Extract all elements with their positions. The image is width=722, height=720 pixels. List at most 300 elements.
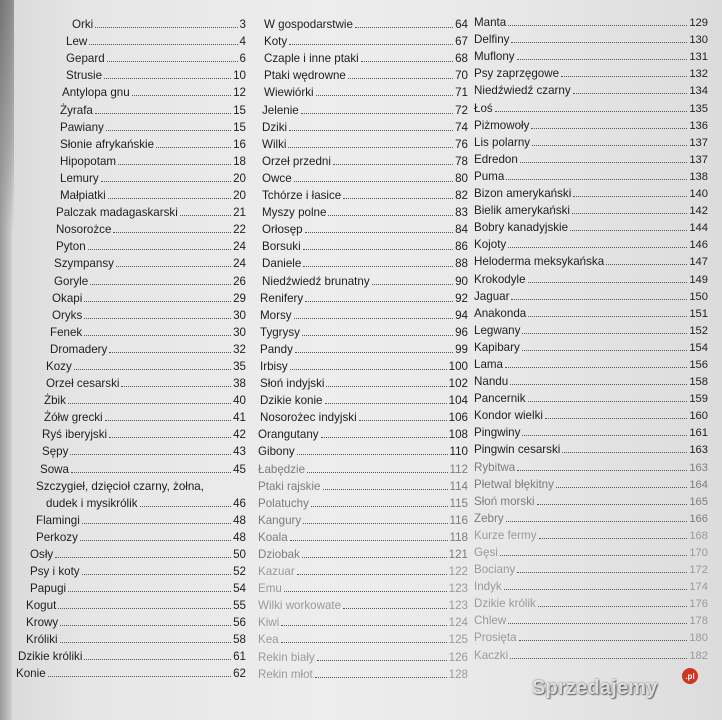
dot-leader bbox=[109, 352, 231, 353]
entry-page-number: 18 bbox=[233, 154, 246, 168]
entry-page-number: 131 bbox=[689, 51, 708, 64]
entry-page-number: 108 bbox=[448, 428, 468, 442]
index-entry bbox=[472, 166, 708, 183]
entry-page-number: 154 bbox=[689, 341, 708, 354]
entry-page-number: 70 bbox=[455, 69, 468, 83]
entry-page-number: 163 bbox=[689, 461, 708, 474]
entry-name: Heloderma meksykańska bbox=[474, 255, 605, 269]
dot-leader bbox=[281, 642, 447, 643]
entry-page-number: 20 bbox=[233, 189, 246, 203]
entry-page-number: 166 bbox=[689, 512, 708, 525]
dot-leader bbox=[517, 470, 687, 471]
index-entry bbox=[14, 134, 246, 151]
entry-page-number: 158 bbox=[689, 376, 708, 389]
entry-name: Lew bbox=[66, 35, 88, 49]
entry-page-number: 118 bbox=[449, 530, 468, 544]
index-entry bbox=[258, 31, 468, 48]
index-entry bbox=[14, 595, 246, 612]
entry-page-number: 83 bbox=[455, 206, 468, 220]
index-entry bbox=[14, 82, 246, 99]
dot-leader bbox=[505, 367, 687, 368]
entry-page-number: 147 bbox=[689, 256, 708, 269]
dot-leader bbox=[522, 350, 688, 351]
entry-name: Papugi bbox=[30, 582, 67, 595]
index-entry bbox=[472, 474, 708, 491]
dot-leader bbox=[372, 284, 453, 285]
dot-leader bbox=[82, 574, 231, 575]
entry-name: Słoń morski bbox=[474, 494, 535, 508]
entry-page-number: 135 bbox=[689, 102, 708, 115]
index-entry bbox=[258, 82, 468, 99]
dot-leader bbox=[180, 215, 231, 216]
entry-page-number: 164 bbox=[689, 478, 708, 491]
entry-page-number: 128 bbox=[448, 667, 468, 681]
entry-name: Irbisy bbox=[260, 359, 288, 373]
dot-leader bbox=[84, 335, 231, 336]
entry-name: Gęsi bbox=[474, 546, 498, 559]
dot-leader bbox=[294, 181, 453, 182]
entry-name: Krokodyle bbox=[474, 272, 526, 286]
entry-name: Ryś iberyjski bbox=[42, 428, 108, 442]
entry-page-number: 100 bbox=[448, 359, 468, 373]
dot-leader bbox=[107, 61, 238, 62]
dot-leader bbox=[517, 59, 688, 60]
index-entry bbox=[14, 65, 246, 82]
index-entry bbox=[472, 610, 708, 627]
entry-page-number: 29 bbox=[233, 291, 246, 305]
entry-page-number: 67 bbox=[455, 35, 468, 49]
index-entry bbox=[258, 407, 468, 424]
dot-leader bbox=[71, 472, 231, 473]
entry-name: Wilki bbox=[262, 137, 287, 151]
entry-name: Myszy polne bbox=[262, 206, 327, 220]
dot-leader bbox=[561, 76, 687, 77]
dot-leader bbox=[343, 198, 453, 199]
dot-leader bbox=[311, 506, 448, 507]
entry-name: Kangury bbox=[258, 513, 302, 527]
entry-name: Daniele bbox=[262, 257, 302, 271]
entry-name: Dziki bbox=[262, 120, 288, 134]
entry-page-number: 62 bbox=[233, 667, 246, 681]
dot-leader bbox=[104, 78, 231, 79]
index-entry bbox=[472, 320, 708, 337]
dot-leader bbox=[68, 591, 231, 592]
index-entry bbox=[14, 48, 246, 65]
index-entry bbox=[14, 305, 246, 322]
index-entry bbox=[14, 322, 246, 339]
entry-page-number: 106 bbox=[448, 411, 468, 425]
entry-page-number: 22 bbox=[233, 223, 246, 237]
entry-name: Pawiany bbox=[60, 120, 104, 134]
dot-leader bbox=[58, 608, 231, 609]
index-entry bbox=[472, 354, 708, 371]
dot-leader bbox=[522, 333, 687, 334]
entry-name: Płetwal błękitny bbox=[474, 477, 554, 491]
entry-name: Lemury bbox=[60, 171, 99, 185]
entry-name: Ptaki rajskie bbox=[258, 479, 321, 493]
dot-leader bbox=[359, 420, 447, 421]
entry-name: Muflony bbox=[474, 50, 515, 64]
entry-page-number: 24 bbox=[233, 240, 246, 254]
entry-page-number: 144 bbox=[689, 222, 708, 235]
entry-name: Kogut bbox=[26, 599, 57, 613]
index-entry bbox=[14, 527, 246, 544]
dot-leader bbox=[295, 352, 453, 353]
dot-leader bbox=[348, 78, 453, 79]
entry-name: Kazuar bbox=[258, 565, 295, 579]
entry-name: Owce bbox=[262, 171, 292, 185]
dot-leader bbox=[290, 369, 447, 370]
entry-page-number: 124 bbox=[448, 616, 468, 630]
dot-leader bbox=[539, 538, 688, 539]
dot-leader bbox=[95, 27, 237, 28]
entry-page-number: 112 bbox=[449, 462, 468, 476]
entry-name: Sępy bbox=[42, 445, 69, 459]
entry-page-number: 30 bbox=[233, 325, 246, 339]
index-entry bbox=[472, 132, 708, 149]
entry-name: Rekin biały bbox=[258, 650, 315, 664]
dot-leader bbox=[84, 301, 231, 302]
index-entry bbox=[258, 595, 468, 612]
dot-leader bbox=[522, 435, 687, 436]
dot-leader bbox=[321, 437, 447, 438]
entry-name: Żyrafa bbox=[60, 103, 93, 117]
entry-name: Okapi bbox=[52, 291, 83, 305]
entry-page-number: 76 bbox=[455, 137, 468, 151]
dot-leader bbox=[317, 660, 447, 661]
entry-name: Emu bbox=[258, 582, 282, 596]
entry-name: Antylopa gnu bbox=[62, 86, 130, 100]
entry-page-number: 78 bbox=[455, 154, 468, 168]
dot-leader bbox=[323, 489, 448, 490]
index-column-3 bbox=[472, 12, 708, 662]
dot-leader bbox=[90, 284, 231, 285]
dot-leader bbox=[297, 574, 447, 575]
entry-page-number: 72 bbox=[455, 103, 468, 117]
dot-leader bbox=[109, 437, 231, 438]
entry-page-number: 45 bbox=[233, 462, 246, 476]
dot-leader bbox=[333, 164, 453, 165]
index-entry bbox=[472, 12, 708, 29]
index-entry bbox=[472, 286, 708, 303]
dot-leader bbox=[284, 591, 447, 592]
index-entry bbox=[472, 46, 708, 63]
index-entry bbox=[258, 476, 468, 493]
entry-name: Piżmowoły bbox=[474, 118, 530, 132]
entry-page-number: 168 bbox=[689, 529, 708, 542]
entry-name-line-1: Szczygieł, dzięcioł czarny, żołna, bbox=[36, 480, 204, 494]
index-entry bbox=[14, 458, 246, 475]
entry-page-number: 50 bbox=[233, 547, 246, 561]
entry-name: Kurze fermy bbox=[474, 528, 537, 542]
entry-page-number: 170 bbox=[689, 547, 708, 559]
entry-page-number: 176 bbox=[689, 598, 708, 611]
entry-name: Borsuki bbox=[262, 240, 301, 254]
index-entry bbox=[258, 65, 468, 82]
dot-leader bbox=[511, 42, 687, 43]
entry-page-number: 182 bbox=[689, 649, 708, 662]
entry-name: Morsy bbox=[260, 308, 292, 322]
dot-leader bbox=[101, 181, 231, 182]
entry-page-number: 38 bbox=[233, 377, 246, 391]
entry-name: Tchórze i łasice bbox=[262, 189, 342, 203]
entry-name: Dziobak bbox=[258, 548, 300, 561]
entry-name: Prosięta bbox=[474, 631, 517, 645]
entry-page-number: 26 bbox=[233, 274, 246, 288]
entry-page-number: 52 bbox=[233, 564, 246, 578]
dot-leader bbox=[506, 179, 687, 180]
entry-name: Bociany bbox=[474, 563, 516, 577]
entry-name: Osły bbox=[30, 547, 54, 561]
entry-page-number: 165 bbox=[689, 495, 708, 508]
entry-page-number: 10 bbox=[233, 69, 246, 83]
entry-name: Dzikie króliki bbox=[18, 650, 83, 664]
dot-leader bbox=[519, 640, 688, 641]
dot-leader bbox=[303, 249, 453, 250]
entry-name: Lama bbox=[474, 357, 504, 371]
dot-leader bbox=[132, 95, 231, 96]
entry-name: Psy zaprzęgowe bbox=[474, 67, 560, 81]
index-entry bbox=[472, 268, 708, 285]
entry-page-number: 12 bbox=[233, 86, 246, 100]
entry-page-number: 15 bbox=[233, 120, 246, 134]
entry-name: Tygrysy bbox=[260, 325, 300, 339]
dot-leader bbox=[106, 130, 231, 131]
entry-page-number: 140 bbox=[689, 188, 708, 201]
index-entry bbox=[14, 31, 246, 48]
entry-page-number: 142 bbox=[689, 205, 708, 218]
entry-page-number: 40 bbox=[233, 394, 246, 408]
index-entry bbox=[258, 134, 468, 151]
entry-name: Polatuchy bbox=[258, 496, 309, 510]
index-entry bbox=[258, 646, 468, 663]
index-entry bbox=[258, 441, 468, 458]
entry-name: Żbik bbox=[44, 394, 66, 408]
entry-page-number: 132 bbox=[689, 68, 708, 81]
entry-page-number: 71 bbox=[455, 86, 468, 100]
index-entry bbox=[14, 202, 246, 219]
entry-name: Bizon amerykański bbox=[474, 187, 572, 201]
index-entry bbox=[14, 373, 246, 390]
entry-page-number: 30 bbox=[233, 308, 246, 322]
dot-leader bbox=[121, 386, 231, 387]
dot-leader bbox=[70, 454, 231, 455]
dot-leader bbox=[532, 145, 687, 146]
dot-leader bbox=[528, 282, 688, 283]
entry-name: Rybitwa bbox=[474, 460, 516, 474]
entry-page-number: 16 bbox=[233, 137, 246, 151]
entry-name: Orzeł przedni bbox=[262, 154, 331, 168]
index-entry bbox=[14, 424, 246, 441]
entry-name: Rekin młot bbox=[258, 667, 313, 681]
dot-leader bbox=[307, 472, 447, 473]
entry-name: Manta bbox=[474, 16, 507, 30]
index-entry bbox=[14, 151, 246, 168]
entry-name: Orangutany bbox=[258, 428, 319, 442]
index-entry bbox=[258, 561, 468, 578]
index-entry bbox=[258, 510, 468, 527]
entry-name: Anakonda bbox=[474, 306, 527, 320]
entry-name: Perkozy bbox=[36, 530, 78, 544]
index-entry bbox=[258, 339, 468, 356]
entry-name: Szympansy bbox=[54, 257, 114, 271]
entry-page-number: 32 bbox=[233, 342, 246, 356]
index-entry bbox=[472, 183, 708, 200]
entry-page-number: 161 bbox=[689, 427, 708, 440]
index-entry bbox=[14, 270, 246, 287]
entry-page-number: 137 bbox=[689, 153, 708, 166]
dot-leader bbox=[315, 677, 447, 678]
index-entry bbox=[14, 99, 246, 116]
entry-name: Orłosęp bbox=[262, 223, 303, 237]
index-column-1 bbox=[14, 14, 246, 680]
index-entry bbox=[14, 253, 246, 270]
dot-leader bbox=[506, 521, 688, 522]
entry-page-number: 125 bbox=[448, 633, 468, 647]
index-entry bbox=[14, 544, 246, 561]
entry-name: Słoń indyjski bbox=[260, 377, 325, 391]
entry-name: Oryks bbox=[52, 308, 83, 322]
index-entry bbox=[14, 390, 246, 407]
entry-name: Fenek bbox=[50, 325, 83, 339]
index-entry bbox=[14, 612, 246, 629]
entry-page-number: 156 bbox=[689, 358, 708, 371]
entry-name: Wiewiórki bbox=[264, 86, 314, 100]
entry-page-number: 35 bbox=[233, 359, 246, 373]
index-entry bbox=[258, 99, 468, 116]
entry-name: Lis polarny bbox=[474, 135, 531, 149]
entry-page-number: 134 bbox=[689, 85, 708, 98]
entry-name: Legwany bbox=[474, 323, 521, 337]
dot-leader bbox=[508, 247, 687, 248]
dot-leader bbox=[95, 113, 231, 114]
dot-leader bbox=[606, 264, 687, 265]
entry-page-number: 15 bbox=[233, 103, 246, 117]
index-entry bbox=[258, 544, 468, 561]
index-entry bbox=[14, 510, 246, 527]
index-entry bbox=[258, 270, 468, 287]
index-entry bbox=[258, 356, 468, 373]
index-entry bbox=[258, 185, 468, 202]
dot-leader bbox=[495, 111, 688, 112]
entry-page-number: 126 bbox=[448, 650, 468, 664]
entry-name: Czaple i inne ptaki bbox=[264, 52, 359, 66]
entry-name: Kondor wielki bbox=[474, 409, 543, 423]
index-entry bbox=[258, 202, 468, 219]
entry-name: Nandu bbox=[474, 375, 509, 389]
dot-leader bbox=[500, 555, 687, 556]
dot-leader bbox=[289, 44, 453, 45]
entry-name: Pingwiny bbox=[474, 426, 521, 440]
entry-page-number: 41 bbox=[233, 411, 246, 425]
entry-page-number: 92 bbox=[455, 291, 468, 305]
entry-name: Kapibary bbox=[474, 340, 520, 354]
entry-page-number: 151 bbox=[689, 307, 708, 320]
dot-leader bbox=[305, 301, 453, 302]
entry-page-number: 90 bbox=[455, 274, 468, 288]
index-entry bbox=[258, 322, 468, 339]
entry-page-number: 84 bbox=[455, 223, 468, 237]
entry-page-number: 58 bbox=[233, 633, 246, 647]
entry-name: Kiwi bbox=[258, 616, 280, 630]
watermark-text: Sprzedajemy bbox=[532, 676, 658, 699]
index-entry bbox=[472, 371, 708, 388]
entry-page-number: 80 bbox=[455, 171, 468, 185]
entry-page-number: 121 bbox=[448, 548, 468, 561]
index-entry bbox=[472, 149, 708, 166]
index-entry bbox=[14, 168, 246, 185]
entry-name: Krowy bbox=[26, 616, 59, 630]
dot-leader bbox=[517, 572, 687, 573]
index-entry bbox=[14, 476, 246, 510]
dot-leader bbox=[281, 625, 446, 626]
entry-page-number: 174 bbox=[689, 581, 708, 594]
watermark-badge: .pl bbox=[682, 668, 698, 684]
index-entry bbox=[14, 561, 246, 578]
index-entry bbox=[258, 578, 468, 595]
dot-leader bbox=[545, 418, 687, 419]
index-entry bbox=[472, 337, 708, 354]
dot-leader bbox=[504, 589, 688, 590]
entry-page-number: 146 bbox=[689, 239, 708, 252]
index-entry bbox=[14, 339, 246, 356]
entry-name: Ptaki wędrowne bbox=[264, 69, 346, 83]
dot-leader bbox=[355, 27, 453, 28]
dot-leader bbox=[303, 523, 447, 524]
index-entry bbox=[472, 405, 708, 422]
book-binding-shadow bbox=[0, 0, 14, 230]
entry-name: Konie bbox=[16, 667, 46, 681]
dot-leader bbox=[80, 540, 231, 541]
entry-name: Słonie afrykańskie bbox=[60, 137, 155, 151]
dot-leader bbox=[511, 299, 687, 300]
entry-page-number: 42 bbox=[233, 428, 246, 442]
dot-leader bbox=[288, 147, 453, 148]
index-entry bbox=[258, 629, 468, 646]
entry-page-number: 99 bbox=[455, 342, 468, 356]
entry-page-number: 114 bbox=[449, 479, 468, 493]
index-entry bbox=[258, 458, 468, 475]
entry-page-number: 123 bbox=[448, 599, 468, 613]
entry-name: Chlew bbox=[474, 614, 507, 628]
entry-page-number: 180 bbox=[689, 632, 708, 645]
index-entry bbox=[14, 219, 246, 236]
entry-name: Puma bbox=[474, 169, 505, 183]
entry-name: Gepard bbox=[66, 52, 105, 66]
entry-page-number: 55 bbox=[233, 599, 246, 613]
dot-leader bbox=[68, 403, 231, 404]
index-entry bbox=[14, 14, 246, 31]
dot-leader bbox=[520, 162, 687, 163]
dot-leader bbox=[108, 198, 231, 199]
entry-name: Dromadery bbox=[50, 342, 108, 356]
entry-name: Małpiatki bbox=[60, 189, 106, 203]
entry-page-number: 138 bbox=[689, 170, 708, 183]
index-entry bbox=[472, 217, 708, 234]
entry-page-number: 96 bbox=[455, 325, 468, 339]
dot-leader bbox=[289, 130, 453, 131]
entry-page-number: 94 bbox=[455, 308, 468, 322]
dot-leader bbox=[361, 61, 453, 62]
dot-leader bbox=[156, 147, 231, 148]
entry-name: Kojoty bbox=[474, 238, 507, 252]
dot-leader bbox=[84, 659, 231, 660]
entry-name: Koty bbox=[264, 35, 288, 49]
entry-page-number: 48 bbox=[233, 513, 246, 527]
index-entry bbox=[258, 236, 468, 253]
dot-leader bbox=[105, 420, 231, 421]
entry-page-number: 54 bbox=[233, 582, 246, 595]
